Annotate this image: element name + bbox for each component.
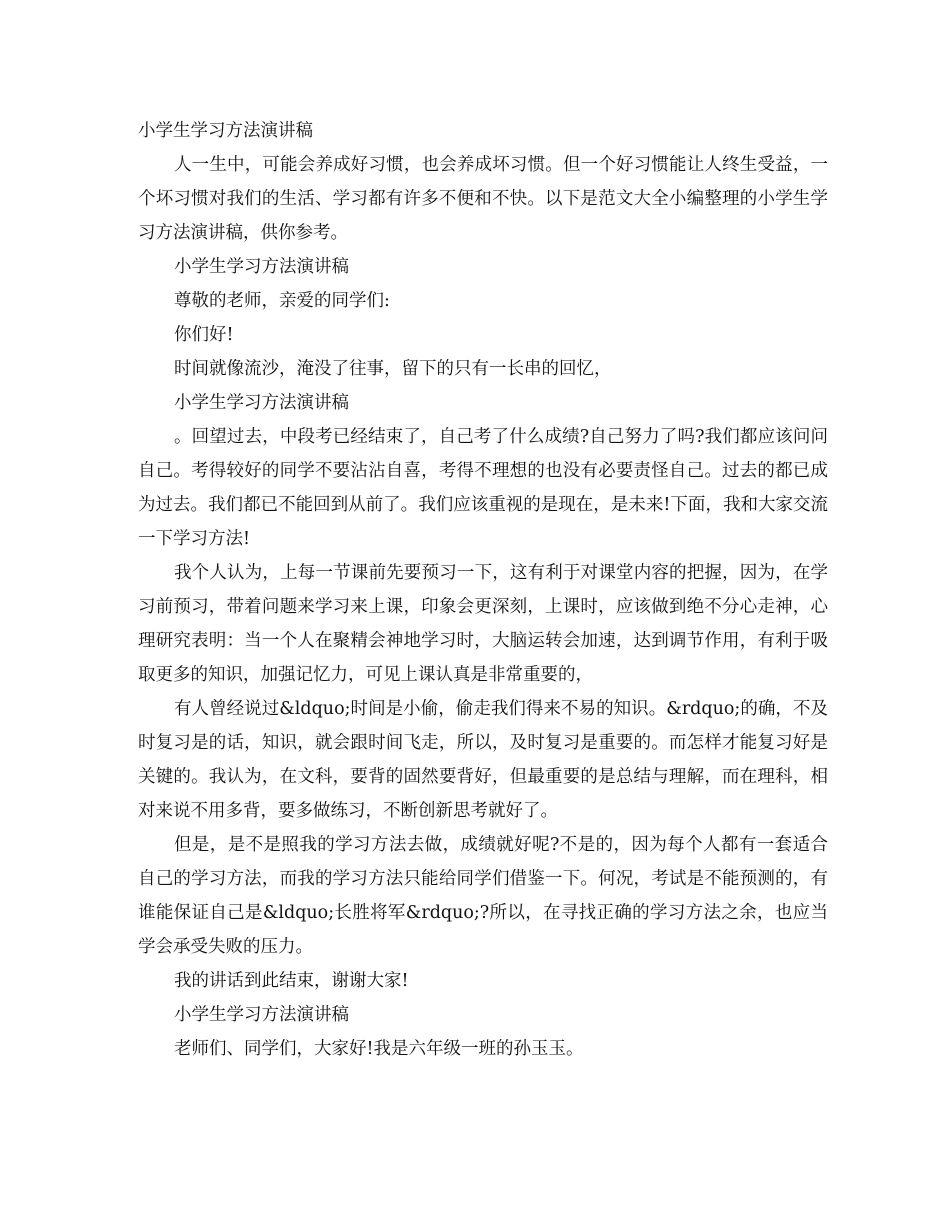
paragraph-methods: 但是，是不是照我的学习方法去做，成绩就好呢?不是的，因为每个人都有一套适合自己的学习方法，而我的学习方法只能给同学们借鉴一下。何况，考试是不能预测的，有谁能保证自己是&ldquo;长胜将军&rdquo;?所以，在寻找正确的学习方法之余，也应当学会承受失败的压力。 [138, 835, 828, 957]
paragraph-review: 有人曾经说过&ldquo;时间是小偷，偷走我们得来不易的知识。&rdquo;的确，不及时复习是的话，知识，就会跟时间飞走，所以，及时复习是重要的。而怎样才能复习好是关键的。我认为，在文科，要背的固然要背好，但最重要的是总结与理解，而在理科，相对来说不用多背，要多做练习，不断创新思考就好了。 [138, 699, 828, 821]
paragraph-subtitle: 小学生学习方法演讲稿 [174, 257, 349, 277]
paragraph-hello: 你们好! [174, 325, 234, 345]
paragraph-greeting-audience: 尊敬的老师，亲爱的同学们: [174, 291, 390, 311]
paragraph-subtitle-repeat: 小学生学习方法演讲稿 [174, 393, 349, 413]
paragraph-subtitle-second: 小学生学习方法演讲稿 [174, 1005, 349, 1025]
document-body [138, 114, 828, 1066]
paragraph-look-back: 。回望过去，中段考已经结束了，自己考了什么成绩?自己努力了吗?我们都应该问问自己。考得较好的同学不要沾沾自喜，考得不理想的也没有必要责怪自己。过去的都已成为过去。我们都已不能回到从前了。我们应该重视的是现在，是未来!下面，我和大家交流一下学习方法! [138, 427, 828, 549]
paragraph-intro: 人一生中，可能会养成好习惯，也会养成坏习惯。但一个好习惯能让人终生受益，一个坏习惯对我们的生活、学习都有许多不便和不快。以下是范文大全小编整理的小学生学习方法演讲稿，供你参考。 [138, 155, 828, 243]
document-title: 小学生学习方法演讲稿 [138, 121, 313, 141]
paragraph-closing: 我的讲话到此结束，谢谢大家! [174, 971, 409, 991]
paragraph-time-sand: 时间就像流沙，淹没了往事，留下的只有一长串的回忆， [174, 359, 612, 379]
paragraph-preview: 我个人认为，上每一节课前先要预习一下，这有利于对课堂内容的把握，因为，在学习前预习，带着问题来学习来上课，印象会更深刻，上课时，应该做到绝不分心走神，心理研究表明：当一个人在聚精会神地学习时，大脑运转会加速，达到调节作用，有利于吸取更多的知识，加强记忆力，可见上课认真是非常重要的， [138, 563, 828, 685]
paragraph-second-speech-intro: 老师们、同学们，大家好!我是六年级一班的孙玉玉。 [174, 1039, 584, 1059]
